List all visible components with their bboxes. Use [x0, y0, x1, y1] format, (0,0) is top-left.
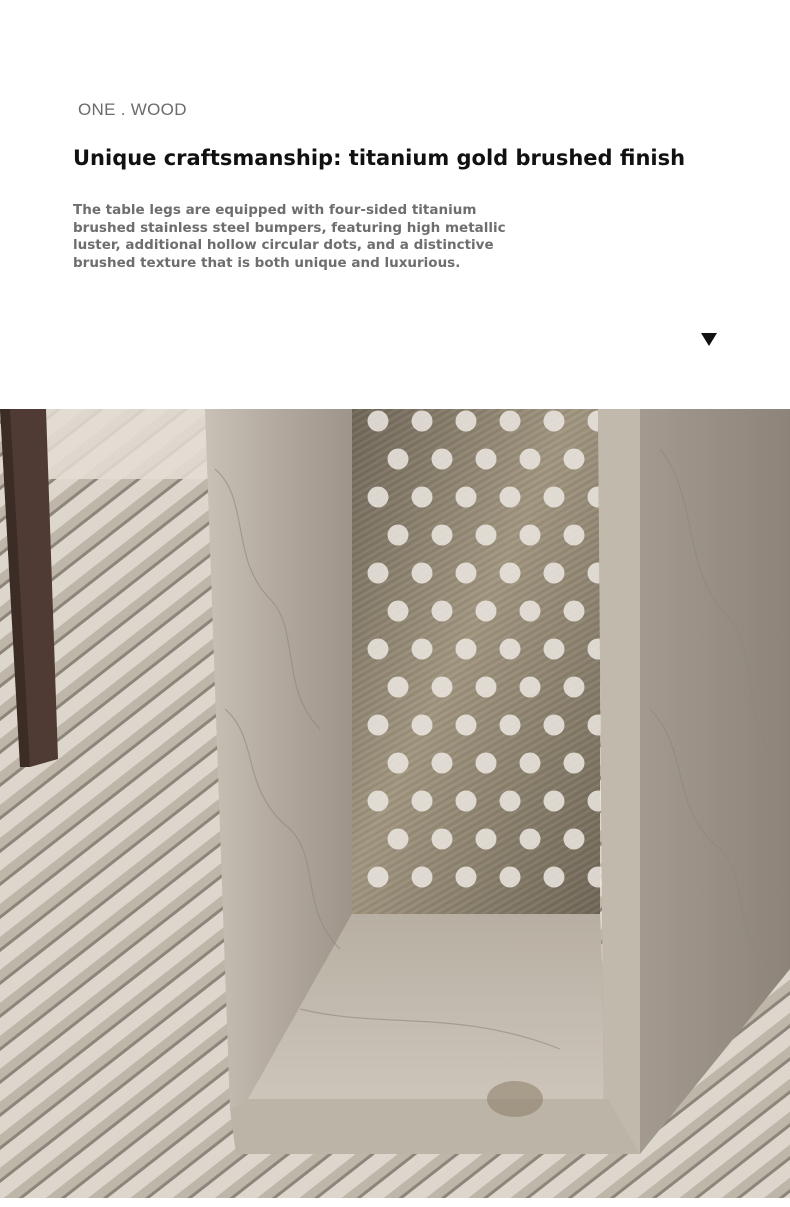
perforation-hole: [520, 753, 541, 774]
perforation-hole: [388, 753, 409, 774]
perforation-hole: [432, 753, 453, 774]
perforation-hole: [520, 449, 541, 470]
product-photo: [0, 409, 790, 1198]
perforation-hole: [544, 487, 565, 508]
perforation-hole: [564, 525, 585, 546]
perforation-hole: [368, 715, 389, 736]
perforation-hole: [456, 715, 477, 736]
perforation-hole: [388, 829, 409, 850]
perforation-hole: [432, 525, 453, 546]
perforation-hole: [368, 867, 389, 888]
perforation-hole: [368, 639, 389, 660]
perforation-hole: [476, 829, 497, 850]
perforation-hole: [520, 829, 541, 850]
perforation-hole: [520, 601, 541, 622]
perforation-hole: [564, 753, 585, 774]
perforation-hole: [388, 601, 409, 622]
perforation-hole: [564, 677, 585, 698]
perforation-hole: [476, 677, 497, 698]
perforation-hole: [544, 639, 565, 660]
perforation-hole: [432, 601, 453, 622]
perforation-hole: [520, 677, 541, 698]
perforation-hole: [388, 449, 409, 470]
perforation-hole: [500, 563, 521, 584]
perforation-hole: [412, 563, 433, 584]
perforation-hole: [500, 411, 521, 432]
perforation-hole: [564, 601, 585, 622]
perforation-hole: [412, 791, 433, 812]
perforation-hole: [544, 715, 565, 736]
perforation-hole: [544, 411, 565, 432]
perforation-hole: [368, 487, 389, 508]
perforation-hole: [520, 525, 541, 546]
perforation-hole: [500, 715, 521, 736]
perforation-hole: [476, 525, 497, 546]
perforation-hole: [432, 449, 453, 470]
perforation-hole: [456, 411, 477, 432]
triangle-down-icon: [701, 333, 717, 346]
perforation-hole: [544, 791, 565, 812]
page-headline: Unique craftsmanship: titanium gold brushed finish: [73, 146, 686, 170]
perforation-hole: [456, 487, 477, 508]
perforation-hole: [500, 791, 521, 812]
brand-label: ONE . WOOD: [78, 100, 187, 119]
perforation-hole: [412, 411, 433, 432]
perforation-hole: [476, 601, 497, 622]
perforation-hole: [368, 563, 389, 584]
perforation-hole: [388, 525, 409, 546]
perforation-hole: [544, 867, 565, 888]
perforation-hole: [388, 677, 409, 698]
perforation-hole: [412, 487, 433, 508]
product-description: The table legs are equipped with four-sided titanium brushed stainless steel bumpers, featuring high metallic luster, additional hollow circular dots, and a distinctive brushed texture that is both unique and luxurious.: [73, 202, 506, 271]
perforation-hole: [456, 791, 477, 812]
perforation-hole: [500, 487, 521, 508]
perforation-hole: [412, 867, 433, 888]
perforation-hole: [368, 791, 389, 812]
perforation-hole: [500, 867, 521, 888]
perforation-hole: [456, 639, 477, 660]
perforation-hole: [456, 563, 477, 584]
perforation-hole: [412, 715, 433, 736]
perforation-hole: [476, 449, 497, 470]
perforation-hole: [564, 449, 585, 470]
perforation-hole: [544, 563, 565, 584]
perforation-hole: [500, 639, 521, 660]
perforation-hole: [564, 829, 585, 850]
perforation-hole: [456, 867, 477, 888]
perforation-hole: [432, 677, 453, 698]
perforation-hole: [368, 411, 389, 432]
perforation-hole: [432, 829, 453, 850]
perforation-hole: [476, 753, 497, 774]
perforation-hole: [412, 639, 433, 660]
